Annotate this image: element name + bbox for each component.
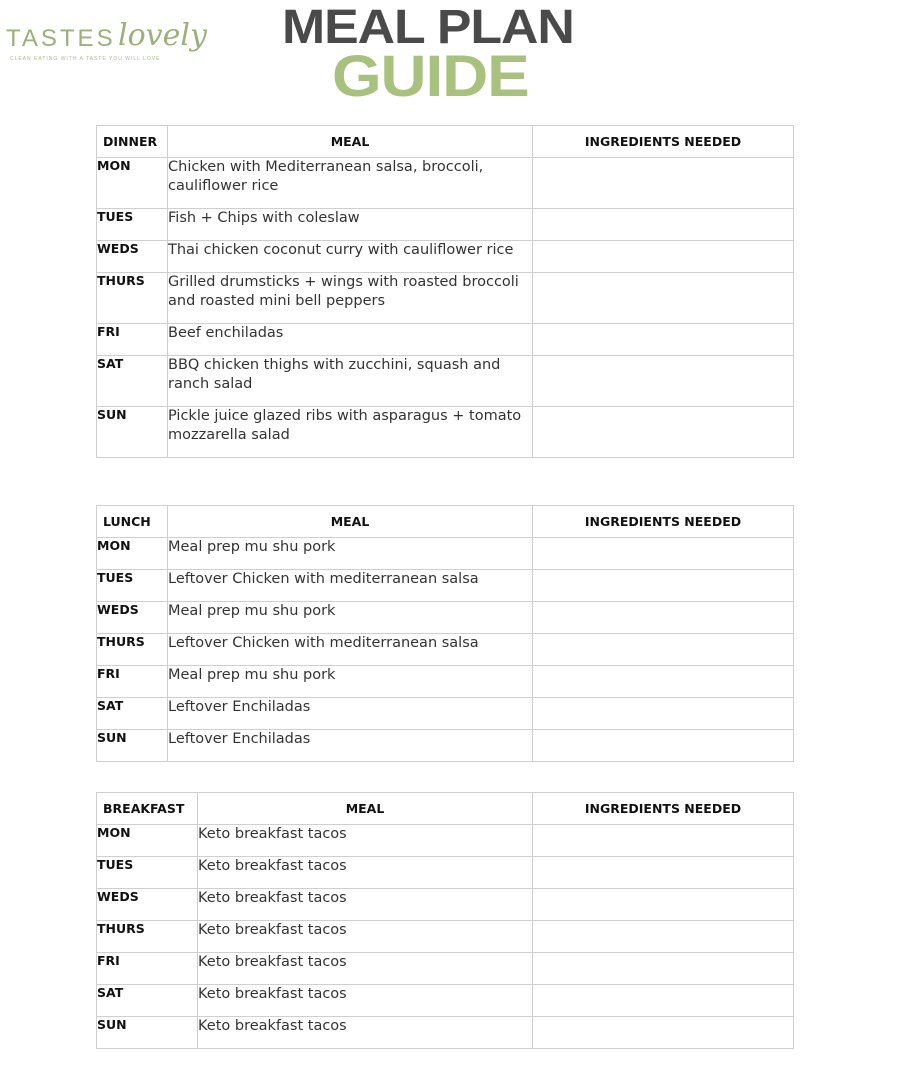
day-label: FRI xyxy=(97,953,198,985)
day-label: THURS xyxy=(97,921,198,953)
day-label: WEDS xyxy=(97,241,168,273)
table-row xyxy=(97,538,794,570)
table-header-row xyxy=(97,126,794,158)
meal-cell: Thai chicken coconut curry with cauliflower rice xyxy=(168,241,533,273)
table-row xyxy=(97,273,794,324)
day-label: WEDS xyxy=(97,889,198,921)
ingredients-cell[interactable] xyxy=(533,666,794,698)
meal-cell: Keto breakfast tacos xyxy=(198,921,533,953)
lunch-table xyxy=(96,505,794,762)
meal-cell: Fish + Chips with coleslaw xyxy=(168,209,533,241)
ingredients-cell[interactable] xyxy=(533,1017,794,1049)
brand-logo xyxy=(6,18,207,66)
meal-cell: Meal prep mu shu pork xyxy=(168,666,533,698)
day-label: WEDS xyxy=(97,602,168,634)
ingredients-cell[interactable] xyxy=(533,953,794,985)
day-label: SUN xyxy=(97,1017,198,1049)
meal-cell: Keto breakfast tacos xyxy=(198,985,533,1017)
meal-cell: Leftover Chicken with mediterranean salsa xyxy=(168,634,533,666)
table-row xyxy=(97,698,794,730)
day-label: SAT xyxy=(97,698,168,730)
day-label: SUN xyxy=(97,407,168,458)
meal-cell: Beef enchiladas xyxy=(168,324,533,356)
breakfast-header-meal: MEAL xyxy=(198,793,533,825)
ingredients-cell[interactable] xyxy=(533,538,794,570)
meal-cell: BBQ chicken thighs with zucchini, squash and ranch salad xyxy=(168,356,533,407)
ingredients-cell[interactable] xyxy=(533,730,794,762)
day-label: TUES xyxy=(97,209,168,241)
day-label: TUES xyxy=(97,570,168,602)
meal-cell: Keto breakfast tacos xyxy=(198,857,533,889)
table-row xyxy=(97,953,794,985)
day-label: TUES xyxy=(97,857,198,889)
table-row xyxy=(97,241,794,273)
dinner-header-meal: MEAL xyxy=(168,126,533,158)
day-label: THURS xyxy=(97,273,168,324)
ingredients-cell[interactable] xyxy=(533,825,794,857)
table-row xyxy=(97,1017,794,1049)
meal-cell: Pickle juice glazed ribs with asparagus + tomato mozzarella salad xyxy=(168,407,533,458)
page-title-line2: GUIDE xyxy=(332,44,529,109)
meal-cell: Leftover Chicken with mediterranean salsa xyxy=(168,570,533,602)
meal-cell: Keto breakfast tacos xyxy=(198,953,533,985)
table-row xyxy=(97,825,794,857)
breakfast-header-day: BREAKFAST xyxy=(97,793,198,825)
table-row xyxy=(97,209,794,241)
ingredients-cell[interactable] xyxy=(533,324,794,356)
ingredients-cell[interactable] xyxy=(533,241,794,273)
table-row xyxy=(97,985,794,1017)
dinner-header-day: DINNER xyxy=(97,126,168,158)
day-label: MON xyxy=(97,158,168,209)
table-row xyxy=(97,889,794,921)
meal-cell: Keto breakfast tacos xyxy=(198,889,533,921)
table-header-row xyxy=(97,506,794,538)
day-label: THURS xyxy=(97,634,168,666)
table-row xyxy=(97,730,794,762)
day-label: MON xyxy=(97,825,198,857)
meal-cell: Meal prep mu shu pork xyxy=(168,602,533,634)
logo-script: lovely xyxy=(118,18,207,53)
table-header-row xyxy=(97,793,794,825)
ingredients-cell[interactable] xyxy=(533,634,794,666)
logo-tagline: CLEAN EATING WITH A TASTE YOU WILL LOVE xyxy=(10,56,161,62)
ingredients-cell[interactable] xyxy=(533,602,794,634)
meal-cell: Chicken with Mediterranean salsa, broccoli, cauliflower rice xyxy=(168,158,533,209)
ingredients-cell[interactable] xyxy=(533,158,794,209)
day-label: SAT xyxy=(97,985,198,1017)
meal-cell: Leftover Enchiladas xyxy=(168,730,533,762)
ingredients-cell[interactable] xyxy=(533,356,794,407)
ingredients-cell[interactable] xyxy=(533,985,794,1017)
lunch-header-ingredients: INGREDIENTS NEEDED xyxy=(533,506,794,538)
meal-cell: Meal prep mu shu pork xyxy=(168,538,533,570)
table-row xyxy=(97,602,794,634)
table-row xyxy=(97,921,794,953)
dinner-header-ingredients: INGREDIENTS NEEDED xyxy=(533,126,794,158)
table-row xyxy=(97,356,794,407)
meal-cell: Grilled drumsticks + wings with roasted broccoli and roasted mini bell peppers xyxy=(168,273,533,324)
day-label: SUN xyxy=(97,730,168,762)
day-label: SAT xyxy=(97,356,168,407)
ingredients-cell[interactable] xyxy=(533,921,794,953)
table-row xyxy=(97,407,794,458)
ingredients-cell[interactable] xyxy=(533,273,794,324)
dinner-table xyxy=(96,125,794,458)
meal-cell: Leftover Enchiladas xyxy=(168,698,533,730)
table-row xyxy=(97,666,794,698)
logo-wordmark: TASTES xyxy=(6,25,116,52)
lunch-header-day: LUNCH xyxy=(97,506,168,538)
breakfast-header-ingredients: INGREDIENTS NEEDED xyxy=(533,793,794,825)
table-row xyxy=(97,634,794,666)
ingredients-cell[interactable] xyxy=(533,889,794,921)
page-title-line1: MEAL PLAN xyxy=(282,1,574,54)
ingredients-cell[interactable] xyxy=(533,857,794,889)
table-row xyxy=(97,857,794,889)
meal-cell: Keto breakfast tacos xyxy=(198,825,533,857)
table-row xyxy=(97,158,794,209)
day-label: MON xyxy=(97,538,168,570)
meal-cell: Keto breakfast tacos xyxy=(198,1017,533,1049)
ingredients-cell[interactable] xyxy=(533,407,794,458)
breakfast-table xyxy=(96,792,794,1049)
ingredients-cell[interactable] xyxy=(533,698,794,730)
table-row xyxy=(97,324,794,356)
ingredients-cell[interactable] xyxy=(533,209,794,241)
ingredients-cell[interactable] xyxy=(533,570,794,602)
lunch-header-meal: MEAL xyxy=(168,506,533,538)
day-label: FRI xyxy=(97,324,168,356)
day-label: FRI xyxy=(97,666,168,698)
table-row xyxy=(97,570,794,602)
